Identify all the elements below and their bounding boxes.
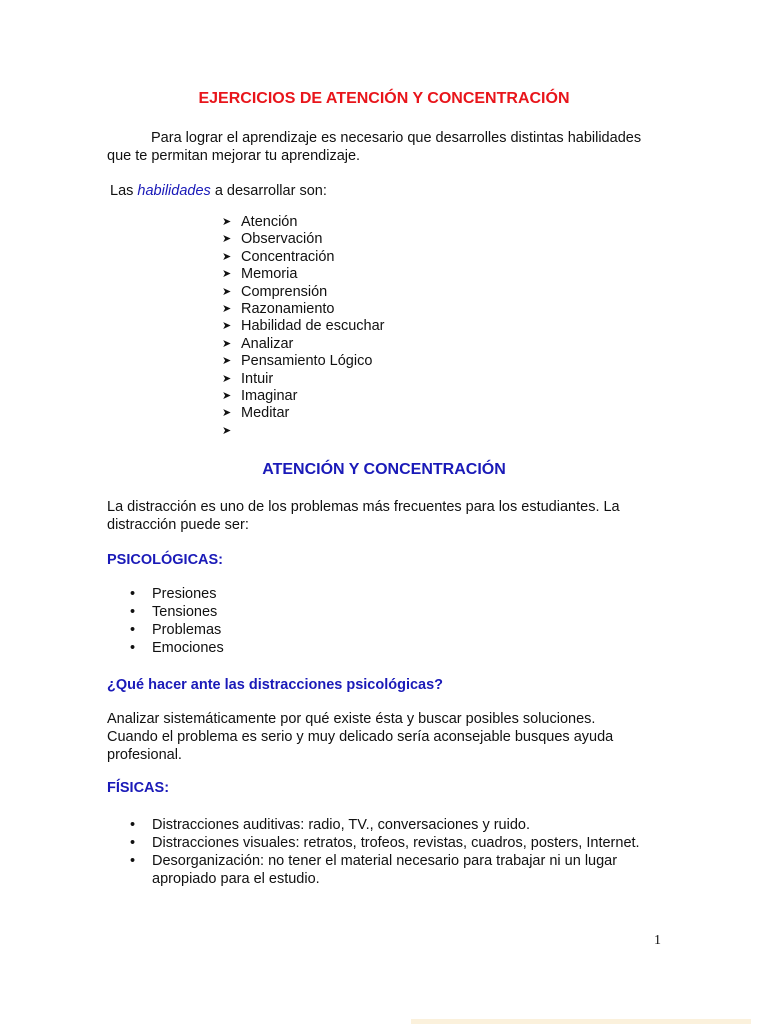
list-item: • Tensiones xyxy=(130,604,218,620)
skills-intro-emphasis: habilidades xyxy=(137,183,211,199)
bullet-dot-icon: • xyxy=(130,853,136,869)
bullet-dot-icon: • xyxy=(130,835,136,851)
list-item: ➤ Imaginar xyxy=(222,387,298,404)
psych-list xyxy=(130,585,224,657)
skills-intro-before: Las xyxy=(110,183,138,199)
skills-intro xyxy=(110,182,327,200)
list-item: • Presiones xyxy=(130,586,217,602)
list-item: ➤ Observación xyxy=(222,231,323,248)
skills-intro-after: a desarrollar son: xyxy=(210,183,327,199)
arrow-bullet-icon: ➤ xyxy=(222,320,232,333)
intro-line-2: que te permitan mejorar tu aprendizaje. xyxy=(107,148,361,164)
page-number: 1 xyxy=(654,933,661,948)
arrow-bullet-icon: ➤ xyxy=(222,285,232,298)
section-heading: ATENCIÓN Y CONCENTRACIÓN xyxy=(262,461,506,478)
arrow-bullet-icon: ➤ xyxy=(222,302,232,315)
bullet-dot-icon: • xyxy=(130,622,136,638)
psych-question: ¿Qué hacer ante las distracciones psicológicas? xyxy=(107,677,444,693)
list-item: ➤ Memoria xyxy=(222,266,298,283)
list-item: • Distracciones auditivas: radio, TV., conversaciones y ruido. xyxy=(130,817,530,833)
arrow-bullet-icon: ➤ xyxy=(222,372,232,385)
arrow-bullet-icon: ➤ xyxy=(222,407,232,420)
skills-list xyxy=(222,214,384,440)
list-item: ➤ Pensamiento Lógico xyxy=(222,353,373,370)
answer-line-3: profesional. xyxy=(107,747,182,763)
arrow-bullet-icon: ➤ xyxy=(222,424,232,437)
arrow-bullet-icon: ➤ xyxy=(222,268,232,281)
document-title: EJERCICIOS DE ATENCIÓN Y CONCENTRACIÓN xyxy=(198,90,570,107)
arrow-bullet-icon: ➤ xyxy=(222,355,232,368)
list-item: ➤ Concentración xyxy=(222,248,335,265)
distraction-line-2: distracción puede ser: xyxy=(107,517,249,533)
physical-heading: FÍSICAS: xyxy=(107,780,170,796)
arrow-bullet-icon: ➤ xyxy=(222,250,232,263)
bullet-dot-icon: • xyxy=(130,604,136,620)
list-item: ➤ Intuir xyxy=(222,370,274,387)
arrow-bullet-icon: ➤ xyxy=(222,216,232,228)
answer-line-1: Analizar sistemáticamente por qué existe ésta y buscar posibles soluciones. xyxy=(107,711,596,727)
list-item: ➤ Razonamiento xyxy=(222,300,335,317)
distraction-line-1: La distracción es uno de los problemas más frecuentes para los estudiantes. La xyxy=(107,499,620,515)
psych-answer xyxy=(107,710,613,764)
arrow-bullet-icon: ➤ xyxy=(222,389,232,402)
list-item: ➤ Habilidad de escuchar xyxy=(222,318,385,335)
list-item: • Distracciones visuales: retratos, trofeos, revistas, cuadros, posters, Internet. xyxy=(130,835,640,851)
list-item: ➤ Analizar xyxy=(222,335,294,352)
list-item: ➤ Meditar xyxy=(222,405,290,422)
psych-heading: PSICOLÓGICAS: xyxy=(107,552,224,568)
footer-bar xyxy=(411,1019,751,1024)
list-item: ➤ Comprensión xyxy=(222,283,328,300)
bullet-dot-icon: • xyxy=(130,586,136,602)
arrow-bullet-icon: ➤ xyxy=(222,233,232,246)
list-item: • Problemas xyxy=(130,622,222,638)
list-item: ➤ Atención xyxy=(222,214,298,230)
list-item: • Desorganización: no tener el material necesario para trabajar ni un lugar apropiado para el estudio. xyxy=(130,853,618,887)
arrow-bullet-icon: ➤ xyxy=(222,337,232,350)
list-item: • Emociones xyxy=(130,640,224,656)
distraction-intro xyxy=(107,498,620,534)
answer-line-2: Cuando el problema es serio y muy delicado sería aconsejable busques ayuda xyxy=(107,729,614,745)
intro-line-1: Para lograr el aprendizaje es necesario que desarrolles distintas habilidades xyxy=(151,130,642,146)
intro-paragraph xyxy=(107,129,641,165)
physical-list xyxy=(130,816,640,888)
list-item xyxy=(222,423,384,440)
bullet-dot-icon: • xyxy=(130,817,136,833)
bullet-dot-icon: • xyxy=(130,640,136,656)
